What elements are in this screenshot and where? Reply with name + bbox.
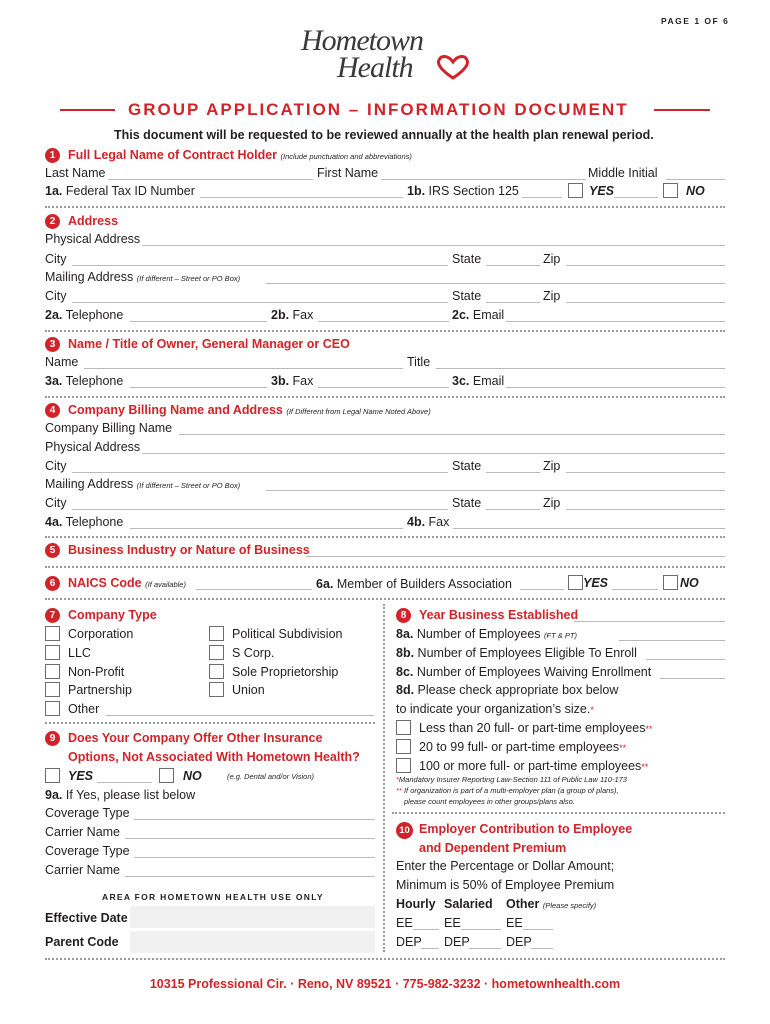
- logo-line1: Hometown: [301, 24, 423, 57]
- name-label: Name: [45, 355, 79, 369]
- physical-address-label: Physical Address: [45, 440, 141, 454]
- section-5-number: 5: [45, 543, 60, 558]
- fax-number: 4b.: [407, 515, 426, 529]
- fax-label: [271, 374, 313, 389]
- city-field[interactable]: [72, 509, 448, 510]
- tax-id-number: 1a.: [45, 184, 63, 198]
- irs-yes-label: YES: [589, 184, 615, 198]
- state-field[interactable]: [486, 472, 540, 473]
- email-text: Email: [472, 374, 505, 388]
- carrier-name-field[interactable]: [125, 876, 375, 877]
- section-1-note: (Include punctuation and abbreviations): [280, 152, 412, 161]
- telephone-text: Telephone: [65, 515, 124, 529]
- other-insurance-yes-line: [97, 782, 152, 783]
- employees-note: (FT & PT): [544, 631, 577, 640]
- section-10-title-line2: and Dependent Premium: [419, 841, 567, 855]
- other-insurance-list-label: [45, 788, 195, 803]
- section-5-title: Business Industry or Nature of Business: [68, 543, 310, 557]
- waiving-label: [396, 665, 651, 680]
- page-title: GROUP APPLICATION – INFORMATION DOCUMENT: [128, 100, 629, 119]
- other-insurance-no-label: NO: [183, 769, 202, 783]
- city-field[interactable]: [72, 472, 448, 473]
- other-insurance-list-text: If Yes, please list below: [65, 788, 196, 802]
- other-insurance-example: (e.g. Dental and/or Vision): [227, 772, 314, 781]
- hourly-ee-label: EE: [396, 916, 413, 930]
- irs-number: 1b.: [407, 184, 426, 198]
- title-label: Title: [407, 355, 431, 369]
- billing-name-field[interactable]: [179, 434, 725, 435]
- name-field[interactable]: [84, 368, 403, 369]
- zip-field[interactable]: [566, 302, 725, 303]
- tax-id-field[interactable]: [200, 197, 403, 198]
- section-10-title-line1: Employer Contribution to Employee: [419, 822, 633, 836]
- other-ee-field[interactable]: [523, 929, 553, 930]
- company-type-other-checkbox[interactable]: [45, 701, 60, 716]
- builders-yes-line: [612, 589, 658, 590]
- state-field[interactable]: [486, 509, 540, 510]
- other-dep-field[interactable]: [531, 948, 553, 949]
- tax-id-text: Federal Tax ID Number: [65, 184, 195, 198]
- waiving-text: Number of Employees Waiving Enrollment: [416, 665, 652, 679]
- carrier-name-label: Carrier Name: [45, 863, 121, 877]
- fax-label: [407, 515, 449, 530]
- section-6-title: [68, 576, 186, 592]
- physical-address-label: Physical Address: [45, 232, 141, 246]
- company-type-sole-checkbox[interactable]: [209, 664, 224, 679]
- size-option-asterisk: **: [619, 743, 627, 753]
- title-field[interactable]: [436, 368, 725, 369]
- eligible-number: 8b.: [396, 646, 415, 660]
- divider: [45, 206, 725, 208]
- other-ee-label: EE: [506, 916, 523, 930]
- state-field[interactable]: [486, 265, 540, 266]
- zip-field[interactable]: [566, 265, 725, 266]
- builders-yes-label: YES: [583, 576, 609, 590]
- divider: [45, 958, 725, 960]
- mailing-address-field[interactable]: [266, 283, 725, 284]
- divider: [392, 812, 725, 814]
- company-type-option-label: Political Subdivision: [232, 627, 343, 641]
- state-label: State: [452, 252, 482, 266]
- eligible-text: Number of Employees Eligible To Enroll: [417, 646, 637, 660]
- company-type-option-label: Union: [232, 683, 265, 697]
- mailing-address-label: [45, 477, 240, 493]
- telephone-text: Telephone: [65, 374, 124, 388]
- carrier-name-label: Carrier Name: [45, 825, 121, 839]
- other-insurance-yes-checkbox[interactable]: [45, 768, 60, 783]
- effective-date-label: Effective Date: [45, 911, 128, 925]
- divider: [45, 536, 725, 538]
- email-label: [452, 374, 504, 389]
- effective-date-field[interactable]: [130, 906, 375, 928]
- employees-label: [396, 627, 577, 643]
- column-divider: [383, 604, 385, 952]
- coverage-type-field[interactable]: [134, 857, 375, 858]
- physical-address-field[interactable]: [142, 245, 725, 246]
- fax-number: 3b.: [271, 374, 290, 388]
- city-field[interactable]: [72, 302, 448, 303]
- email-number: 2c.: [452, 308, 470, 322]
- zip-label: Zip: [543, 252, 561, 266]
- section-3-title: Name / Title of Owner, General Manager or CEO: [68, 337, 350, 351]
- size-asterisk: *: [590, 705, 594, 715]
- size-label: [396, 683, 618, 698]
- company-type-llc-checkbox[interactable]: [45, 645, 60, 660]
- company-type-partnership-checkbox[interactable]: [45, 682, 60, 697]
- other-header-note: (Please specify): [542, 901, 597, 910]
- first-name-label: First Name: [317, 166, 379, 180]
- billing-name-label: Company Billing Name: [45, 421, 173, 435]
- parent-code-field[interactable]: [130, 931, 375, 953]
- physical-address-field[interactable]: [142, 453, 725, 454]
- city-label: City: [45, 289, 67, 303]
- section-9-title-line2: Options, Not Associated With Hometown Health?: [68, 750, 360, 764]
- size-number: 8d.: [396, 683, 415, 697]
- telephone-number: 4a.: [45, 515, 63, 529]
- size-text: Please check appropriate box below: [417, 683, 619, 697]
- section-2-number: 2: [45, 214, 60, 229]
- irs-text: IRS Section 125: [428, 184, 519, 198]
- eligible-label: [396, 646, 637, 661]
- builders-association-text: Member of Builders Association: [336, 577, 512, 591]
- hourly-dep-field[interactable]: [421, 948, 439, 949]
- email-text: Email: [472, 308, 505, 322]
- divider: [45, 722, 375, 724]
- business-industry-field[interactable]: [306, 556, 725, 557]
- section-4-title: [68, 403, 431, 419]
- email-field[interactable]: [506, 387, 725, 388]
- telephone-label: [45, 374, 123, 389]
- telephone-number: 2a.: [45, 308, 63, 322]
- hourly-ee-field[interactable]: [413, 929, 439, 930]
- logo-line2: Health: [337, 51, 413, 84]
- other-dep-label: DEP: [506, 935, 532, 949]
- irs-no-checkbox[interactable]: [663, 183, 678, 198]
- state-label: State: [452, 496, 482, 510]
- last-name-label: Last Name: [45, 166, 106, 180]
- naics-field[interactable]: [196, 589, 312, 590]
- contribution-instructions-line2: Minimum is 50% of Employee Premium: [396, 878, 615, 892]
- salaried-header: Salaried: [444, 897, 493, 911]
- builders-yes-checkbox[interactable]: [568, 575, 583, 590]
- builders-association-label: [316, 577, 512, 592]
- company-type-union-checkbox[interactable]: [209, 682, 224, 697]
- section-2-title: Address: [68, 214, 119, 228]
- irs-no-label: NO: [686, 184, 705, 198]
- email-label: [452, 308, 504, 323]
- section-9-title-line1: Does Your Company Offer Other Insurance: [68, 731, 323, 745]
- telephone-field[interactable]: [130, 321, 267, 322]
- footnote-1-marker: *: [396, 775, 399, 784]
- builders-no-label: NO: [680, 576, 699, 590]
- company-type-option-label: Corporation: [68, 627, 134, 641]
- fax-label: [271, 308, 313, 323]
- mailing-address-note: (If different – Street or PO Box): [136, 481, 241, 490]
- telephone-label: [45, 515, 123, 530]
- section-7-title: Company Type: [68, 608, 157, 622]
- city-label: City: [45, 496, 67, 510]
- section-1-number: 1: [45, 148, 60, 163]
- title-rule-right: [654, 109, 710, 111]
- state-label: State: [452, 459, 482, 473]
- fax-field[interactable]: [318, 387, 449, 388]
- telephone-text: Telephone: [65, 308, 124, 322]
- last-name-field[interactable]: [108, 179, 313, 180]
- company-type-political-checkbox[interactable]: [209, 626, 224, 641]
- state-field[interactable]: [486, 302, 540, 303]
- telephone-field[interactable]: [130, 528, 403, 529]
- size-option-asterisk: **: [645, 724, 653, 734]
- zip-field[interactable]: [566, 509, 725, 510]
- irs-yes-checkbox[interactable]: [568, 183, 583, 198]
- telephone-label: [45, 308, 123, 323]
- first-name-field[interactable]: [381, 179, 586, 180]
- mailing-address-text: Mailing Address: [45, 270, 134, 284]
- coverage-type-label: Coverage Type: [45, 806, 130, 820]
- employees-number: 8a.: [396, 627, 414, 641]
- waiving-field[interactable]: [660, 678, 725, 679]
- city-field[interactable]: [72, 265, 448, 266]
- size-option-label: [419, 740, 626, 756]
- salaried-dep-label: DEP: [444, 935, 470, 949]
- size-option-label: [419, 721, 653, 737]
- other-header-text: Other: [506, 897, 540, 911]
- fax-text: Fax: [292, 308, 314, 322]
- size-text-line2: to indicate your organization’s size.: [396, 702, 591, 716]
- footnote-2: [396, 786, 619, 796]
- zip-field[interactable]: [566, 472, 725, 473]
- other-header: [506, 897, 596, 913]
- title-rule-left: [60, 109, 115, 111]
- section-6-title-text: NAICS Code: [68, 576, 142, 590]
- section-8-title: Year Business Established: [419, 608, 579, 622]
- telephone-number: 3a.: [45, 374, 63, 388]
- size-option-text: Less than 20 full- or part-time employees: [419, 721, 646, 735]
- company-type-other-field[interactable]: [106, 715, 374, 716]
- section-7-number: 7: [45, 608, 60, 623]
- city-label: City: [45, 252, 67, 266]
- heart-icon: [435, 54, 471, 80]
- mailing-address-text: Mailing Address: [45, 477, 134, 491]
- section-9-number: 9: [45, 731, 60, 746]
- size-option-text: 20 to 99 full- or part-time employees: [419, 740, 620, 754]
- fax-field[interactable]: [318, 321, 449, 322]
- section-4-note: (If Different from Legal Name Noted Above): [286, 407, 431, 416]
- fax-field[interactable]: [453, 528, 725, 529]
- email-field[interactable]: [506, 321, 725, 322]
- logo: [297, 24, 477, 84]
- eligible-field[interactable]: [646, 659, 725, 660]
- irs-yes-line: [614, 197, 658, 198]
- other-insurance-yes-label: YES: [68, 769, 94, 783]
- waiving-number: 8c.: [396, 665, 414, 679]
- size-20-99-checkbox[interactable]: [396, 739, 411, 754]
- section-8-number: 8: [396, 608, 411, 623]
- fax-text: Fax: [428, 515, 450, 529]
- builders-association-number: 6a.: [316, 577, 334, 591]
- salaried-ee-label: EE: [444, 916, 461, 930]
- footnote-2-text: If organization is part of a multi-employer plan (a group of plans),: [403, 786, 619, 795]
- company-type-option-label: S Corp.: [232, 646, 275, 660]
- divider: [45, 598, 725, 600]
- section-6-number: 6: [45, 576, 60, 591]
- size-option-label: [419, 759, 648, 775]
- footnote-2-marker: **: [396, 786, 402, 795]
- mailing-address-label: [45, 270, 240, 286]
- hourly-dep-label: DEP: [396, 935, 422, 949]
- zip-label: Zip: [543, 496, 561, 510]
- other-insurance-list-number: 9a.: [45, 788, 63, 802]
- company-type-option-label: Other: [68, 702, 100, 716]
- fax-number: 2b.: [271, 308, 290, 322]
- footer-contact: 10315 Professional Cir. · Reno, NV 89521 · 775-982-3232 · hometownhealth.com: [149, 977, 621, 991]
- company-type-corporation-checkbox[interactable]: [45, 626, 60, 641]
- size-100-plus-checkbox[interactable]: [396, 758, 411, 773]
- divider: [45, 566, 725, 568]
- state-label: State: [452, 289, 482, 303]
- footnote-1-text: Mandatory Insurer Reporting Law-Section 111 of Public Law 110-173: [398, 775, 627, 784]
- size-option-text: 100 or more full- or part-time employees: [419, 759, 642, 773]
- subtitle: This document will be requested to be reviewed annually at the health plan renewal period.: [114, 128, 654, 142]
- builders-no-checkbox[interactable]: [663, 575, 678, 590]
- company-type-option-label: Partnership: [68, 683, 132, 697]
- zip-label: Zip: [543, 289, 561, 303]
- company-type-option-label: Sole Proprietorship: [232, 665, 339, 679]
- divider: [45, 396, 725, 398]
- mailing-address-field[interactable]: [266, 490, 725, 491]
- telephone-field[interactable]: [130, 387, 267, 388]
- company-type-option-label: Non-Profit: [68, 665, 125, 679]
- section-10-number: 10: [396, 822, 413, 839]
- office-use-header: AREA FOR HOMETOWN HEALTH USE ONLY: [102, 892, 324, 902]
- footnote-1: [396, 775, 627, 785]
- company-type-scorp-checkbox[interactable]: [209, 645, 224, 660]
- employees-field[interactable]: [619, 640, 725, 641]
- section-4-number: 4: [45, 403, 60, 418]
- divider: [45, 330, 725, 332]
- salaried-dep-field[interactable]: [469, 948, 501, 949]
- size-under-20-checkbox[interactable]: [396, 720, 411, 735]
- zip-label: Zip: [543, 459, 561, 473]
- contribution-instructions-line1: Enter the Percentage or Dollar Amount;: [396, 859, 615, 873]
- carrier-name-field[interactable]: [125, 838, 375, 839]
- parent-code-label: Parent Code: [45, 935, 119, 949]
- builders-association-field[interactable]: [520, 589, 564, 590]
- coverage-type-label: Coverage Type: [45, 844, 130, 858]
- page-label: PAGE 1 OF 6: [661, 16, 730, 26]
- section-1-title: [68, 148, 412, 164]
- middle-initial-field[interactable]: [666, 179, 725, 180]
- email-number: 3c.: [452, 374, 470, 388]
- coverage-type-field[interactable]: [134, 819, 375, 820]
- city-label: City: [45, 459, 67, 473]
- footnote-3: please count employees in other groups/plans also.: [404, 797, 575, 806]
- salaried-ee-field[interactable]: [461, 929, 501, 930]
- other-insurance-no-checkbox[interactable]: [159, 768, 174, 783]
- company-type-option-label: LLC: [68, 646, 91, 660]
- middle-initial-label: Middle Initial: [588, 166, 658, 180]
- section-6-note: (If available): [145, 580, 186, 589]
- hourly-header: Hourly: [396, 897, 436, 911]
- mailing-address-note: (If different – Street or PO Box): [136, 274, 241, 283]
- year-established-field[interactable]: [574, 621, 725, 622]
- section-4-title-text: Company Billing Name and Address: [68, 403, 283, 417]
- irs-field[interactable]: [522, 197, 562, 198]
- section-3-number: 3: [45, 337, 60, 352]
- company-type-nonprofit-checkbox[interactable]: [45, 664, 60, 679]
- fax-text: Fax: [292, 374, 314, 388]
- irs-label: [407, 184, 519, 199]
- section-1-title-text: Full Legal Name of Contract Holder: [68, 148, 278, 162]
- employees-text: Number of Employees: [416, 627, 541, 641]
- size-label-line2: [396, 702, 594, 718]
- tax-id-label: [45, 184, 195, 199]
- size-option-asterisk: **: [641, 762, 649, 772]
